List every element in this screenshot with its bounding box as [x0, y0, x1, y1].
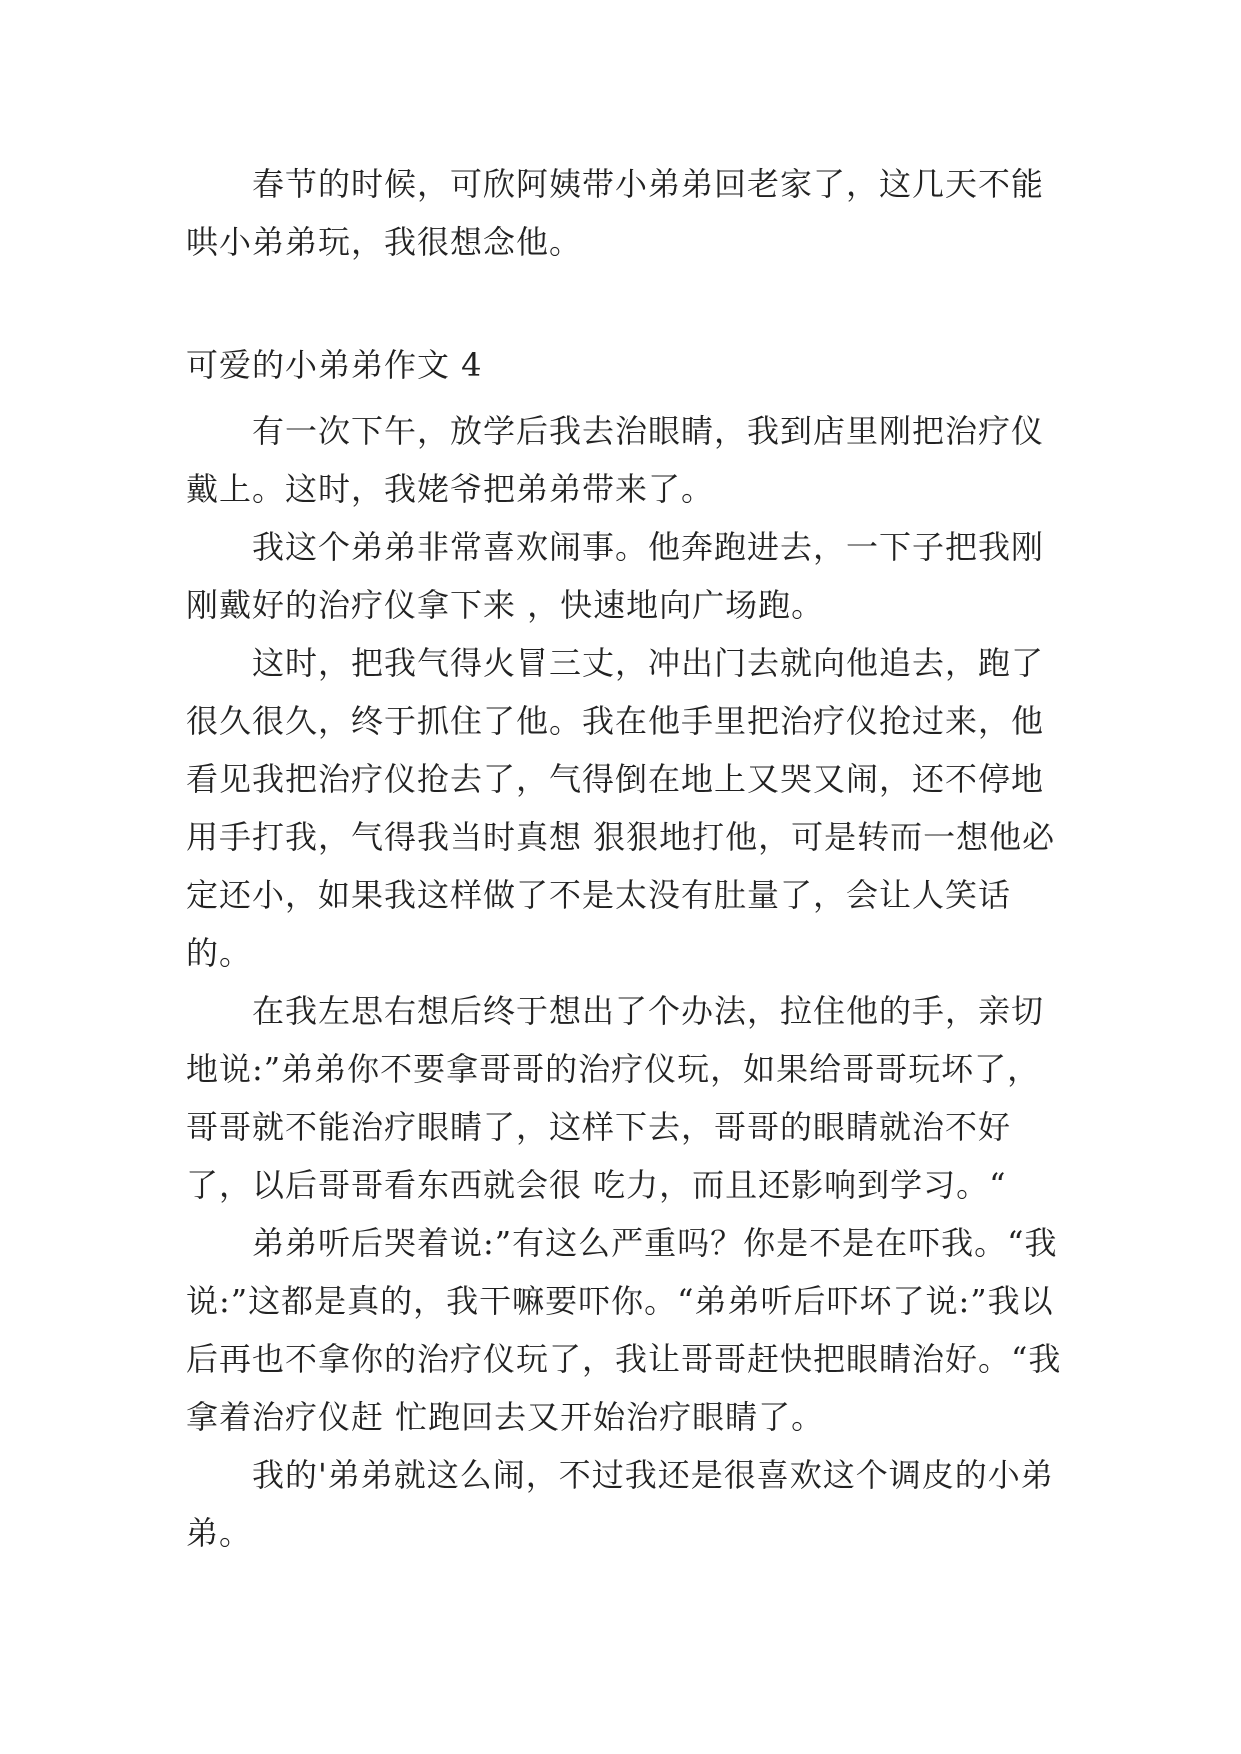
- essay-heading: 可爱的小弟弟作文 4: [186, 346, 483, 384]
- paragraph: 在我左思右想后终于想出了个办法，拉住他的手，亲切地说:”弟弟你不要拿哥哥的治疗仪玩，如果给哥哥玩坏了，哥哥就不能治疗眼睛了，这样下去，哥哥的眼睛就治不好了，以后哥哥看东西就会很 吃力，而且还影响到学习。“: [186, 992, 1045, 1204]
- paragraph: 我这个弟弟非常喜欢闹事。他奔跑进去，一下子把我刚刚戴好的治疗仪拿下来 ，快速地向广场跑。: [186, 528, 1045, 624]
- paragraph: 我的'弟弟就这么闹，不过我还是很喜欢这个调皮的小弟弟。: [186, 1456, 1054, 1552]
- intro-paragraph: 春节的时候，可欣阿姨带小弟弟回老家了，这几天不能哄小弟弟玩，我很想念他。: [186, 165, 1045, 261]
- paragraph: 有一次下午，放学后我去治眼睛，我到店里刚把治疗仪戴上。这时，我姥爷把弟弟带来了。: [186, 412, 1045, 508]
- paragraph: 这时，把我气得火冒三丈，冲出门去就向他追去，跑了很久很久，终于抓住了他。我在他手里把治疗仪抢过来，他看见我把治疗仪抢去了，气得倒在地上又哭又闹，还不停地用手打我，气得我当时真想 狠狠地打他，可是转而一想他必定还小，如果我这样做了不是太没有肚量了，会让人笑话的。: [186, 644, 1056, 972]
- document-body: [186, 155, 1066, 1562]
- paragraph: 弟弟听后哭着说:”有这么严重吗？你是不是在吓我。“我说:”这都是真的，我干嘛要吓你。“弟弟听后吓坏了说:”我以后再也不拿你的治疗仪玩了，我让哥哥赶快把眼睛治好。“我拿着治疗仪赶 忙跑回去又开始治疗眼睛了。: [186, 1224, 1062, 1436]
